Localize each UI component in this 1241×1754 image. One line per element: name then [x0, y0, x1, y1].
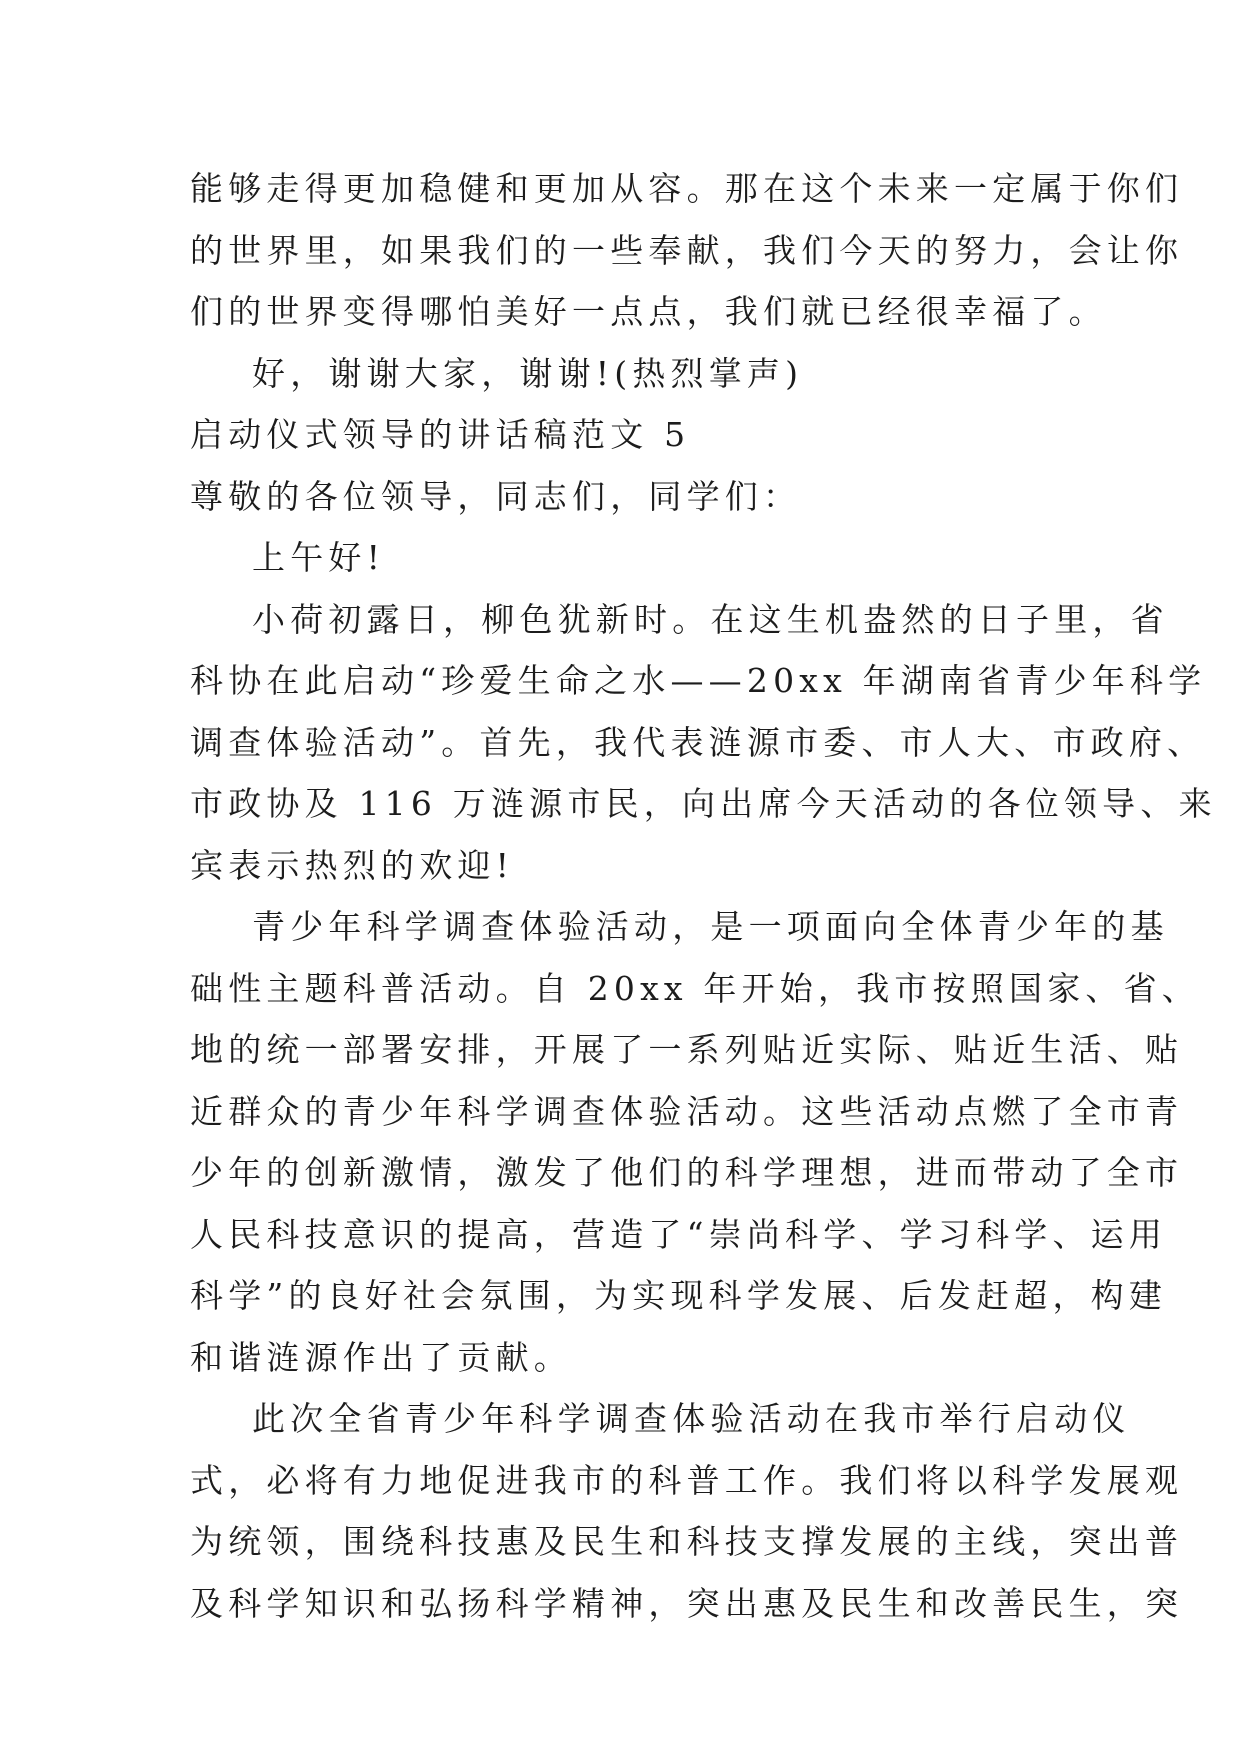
text-line: 为统领，围绕科技惠及民生和科技支撑发展的主线，突出普 — [190, 1522, 1184, 1561]
text-line: 的世界里，如果我们的一些奉献，我们今天的努力，会让你 — [190, 230, 1184, 270]
text-line: 式，必将有力地促进我市的科普工作。我们将以科学发展观 — [190, 1460, 1184, 1500]
text-line: 科协在此启动“珍爱生命之水——20xx 年湖南省青少年科学 — [190, 661, 1207, 700]
text-line: 好，谢谢大家，谢谢!(热烈掌声) — [252, 353, 804, 393]
text-line: 此次全省青少年科学调查体验活动在我市举行启动仪 — [252, 1399, 1131, 1438]
text-line: 调查体验活动”。首先，我代表涟源市委、市人大、市政府、 — [190, 722, 1206, 762]
text-line: 尊敬的各位领导，同志们，同学们： — [190, 476, 802, 516]
text-line: 青少年科学调查体验活动，是一项面向全体青少年的基 — [252, 907, 1169, 946]
text-line: 宾表示热烈的欢迎! — [190, 845, 515, 885]
text-line: 础性主题科普活动。自 20xx 年开始，我市按照国家、省、 — [190, 968, 1200, 1008]
text-line: 能够走得更加稳健和更加从容。那在这个未来一定属于你们 — [190, 169, 1184, 208]
text-line: 近群众的青少年科学调查体验活动。这些活动点燃了全市青 — [190, 1091, 1184, 1131]
text-line: 和谐涟源作出了贡献。 — [190, 1337, 572, 1377]
text-line: 市政协及 116 万涟源市民，向出席今天活动的各位领导、来 — [190, 784, 1217, 823]
text-line: 们的世界变得哪怕美好一点点，我们就已经很幸福了。 — [190, 292, 1107, 331]
text-line: 人民科技意识的提高，营造了“崇尚科学、学习科学、运用 — [190, 1214, 1168, 1254]
text-line: 上午好! — [252, 538, 386, 577]
text-line: 启动仪式领导的讲话稿范文 5 — [190, 415, 691, 454]
document-body — [190, 158, 1217, 1634]
text-line: 少年的创新激情，激发了他们的科学理想，进而带动了全市 — [190, 1153, 1184, 1192]
text-line: 小荷初露日，柳色犹新时。在这生机盎然的日子里，省 — [252, 599, 1169, 639]
text-line: 地的统一部署安排，开展了一系列贴近实际、贴近生活、贴 — [190, 1030, 1184, 1069]
text-line: 及科学知识和弘扬科学精神，突出惠及民生和改善民生，突 — [190, 1583, 1184, 1623]
text-line: 科学”的良好社会氛围，为实现科学发展、后发赶超，构建 — [190, 1276, 1168, 1315]
